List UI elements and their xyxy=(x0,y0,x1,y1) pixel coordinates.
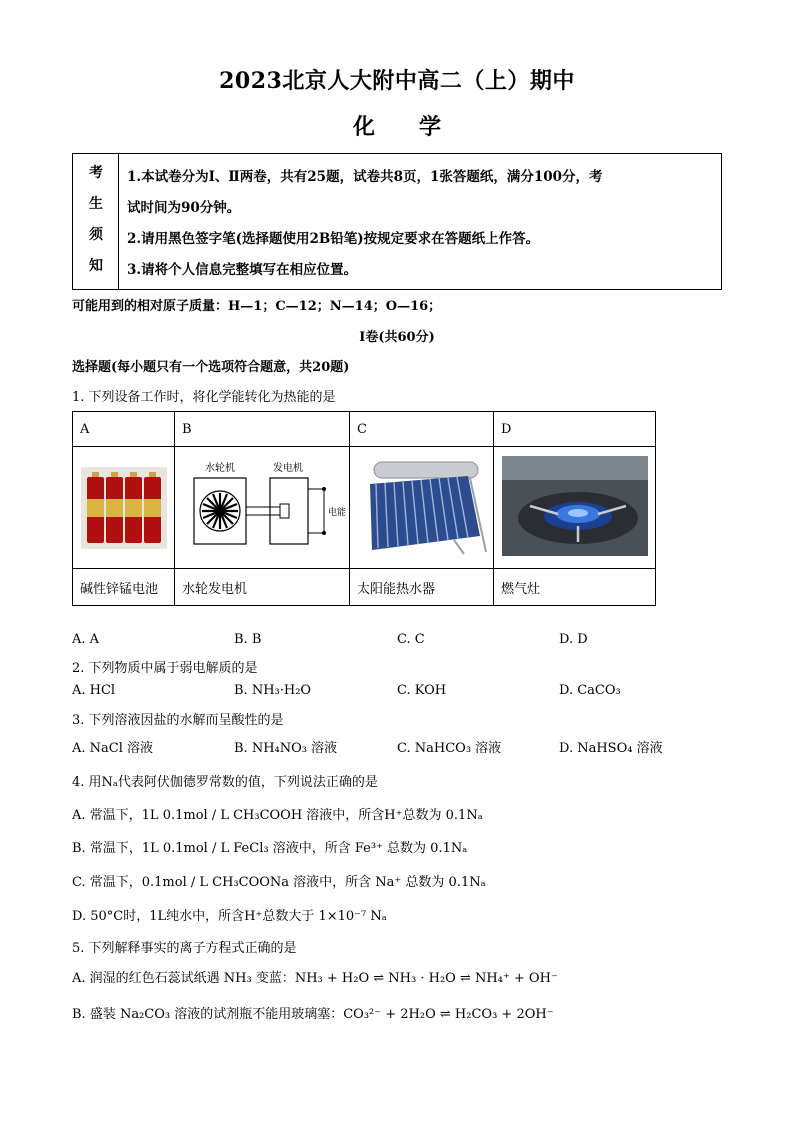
q1-option-b[interactable]: B. B xyxy=(234,632,262,647)
q2-option-d[interactable]: D. CaCO₃ xyxy=(559,683,621,698)
table-header-a: A xyxy=(73,412,175,447)
question-1-table xyxy=(72,411,656,606)
device-name-c: 太阳能热水器 xyxy=(350,569,494,606)
notice-label: 生 xyxy=(89,196,103,212)
notice-line: 试时间为90分钟。 xyxy=(127,200,241,216)
table-header-b: B xyxy=(175,412,350,447)
hydro-generator-diagram xyxy=(182,456,347,556)
notice-line: 3.请将个人信息完整填写在相应位置。 xyxy=(127,262,358,278)
subject-char-2: 学 xyxy=(419,114,442,140)
section-subtitle: 选择题(每小题只有一个选项符合题意，共20题) xyxy=(72,360,350,375)
notice-label: 考 xyxy=(89,165,103,181)
q2-option-c[interactable]: C. KOH xyxy=(397,683,447,698)
solar-heater-image-cell xyxy=(350,447,494,569)
q4-option-b[interactable]: B. 常温下，1L 0.1mol / L FeCl₃ 溶液中，所含 Fe³⁺ 总数为 0.1Nₐ xyxy=(72,841,468,856)
q3-option-a[interactable]: A. NaCl 溶液 xyxy=(72,741,154,756)
q4-option-d[interactable]: D. 50°C时，1L纯水中，所含H⁺总数大于 1×10⁻⁷ Nₐ xyxy=(72,909,387,924)
notice-line: 1.本试卷分为Ⅰ、Ⅱ两卷，共有25题，试卷共8页，1张答题纸，满分100分，考 xyxy=(127,169,603,185)
notice-label: 知 xyxy=(89,258,103,274)
q4-option-a[interactable]: A. 常温下，1L 0.1mol / L CH₃COOH 溶液中，所含H⁺总数为 0.1Nₐ xyxy=(72,808,483,823)
gas-stove-image xyxy=(502,456,648,556)
solar-heater-image xyxy=(354,456,490,556)
question-3-stem: 3. 下列溶液因盐的水解而呈酸性的是 xyxy=(72,713,284,728)
device-name-a: 碱性锌锰电池 xyxy=(73,569,175,606)
battery-image-cell xyxy=(73,447,175,569)
q1-option-d[interactable]: D. D xyxy=(559,632,588,647)
q3-option-b[interactable]: B. NH₄NO₃ 溶液 xyxy=(234,741,338,756)
q5-option-b[interactable]: B. 盛装 Na₂CO₃ 溶液的试剂瓶不能用玻璃塞：CO₃²⁻ + 2H₂O ⇌ H₂CO₃ + 2OH⁻ xyxy=(72,1007,554,1022)
atomic-mass-note: 可能用到的相对原子质量：H—1；C—12；N—14；O—16； xyxy=(72,299,442,314)
power-label: 电能 xyxy=(328,507,347,518)
q5-option-a[interactable]: A. 润湿的红色石蕊试纸遇 NH₃ 变蓝：NH₃ + H₂O ⇌ NH₃ · H₂O ⇌ NH₄⁺ + OH⁻ xyxy=(72,971,558,986)
device-name-d: 燃气灶 xyxy=(494,569,656,606)
table-header-d: D xyxy=(494,412,656,447)
question-2-stem: 2. 下列物质中属于弱电解质的是 xyxy=(72,661,258,676)
q1-option-c[interactable]: C. C xyxy=(397,632,425,647)
generator-label: 发电机 xyxy=(273,462,303,474)
generator-diagram-cell xyxy=(175,447,350,569)
question-4-stem: 4. 用Nₐ代表阿伏伽德罗常数的值，下列说法正确的是 xyxy=(72,775,378,790)
table-header-c: C xyxy=(350,412,494,447)
notice-line: 2.请用黑色签字笔(选择题使用2B铅笔)按规定要求在答题纸上作答。 xyxy=(127,231,540,247)
battery-image xyxy=(81,467,167,549)
turbine-label: 水轮机 xyxy=(205,462,235,474)
exam-title: 2023北京人大附中高二（上）期中 xyxy=(219,68,575,94)
q3-option-c[interactable]: C. NaHCO₃ 溶液 xyxy=(397,741,502,756)
device-name-b: 水轮发电机 xyxy=(175,569,350,606)
subject-title xyxy=(0,110,794,141)
exam-notice-box xyxy=(72,153,722,290)
section-title: Ⅰ卷(共60分) xyxy=(359,330,435,345)
notice-label: 须 xyxy=(89,227,103,243)
q2-option-a[interactable]: A. HCl xyxy=(72,683,116,698)
notice-label-column xyxy=(73,154,119,289)
q4-option-c[interactable]: C. 常温下，0.1mol / L CH₃COONa 溶液中，所含 Na⁺ 总数为 0.1Nₐ xyxy=(72,875,486,890)
question-5-stem: 5. 下列解释事实的离子方程式正确的是 xyxy=(72,941,297,956)
subject-char-1: 化 xyxy=(352,114,375,140)
notice-body xyxy=(127,162,713,286)
gas-stove-image-cell xyxy=(494,447,656,569)
q3-option-d[interactable]: D. NaHSO₄ 溶液 xyxy=(559,741,663,756)
q2-option-b[interactable]: B. NH₃·H₂O xyxy=(234,683,312,698)
q1-option-a[interactable]: A. A xyxy=(72,632,100,647)
question-1-stem: 1. 下列设备工作时，将化学能转化为热能的是 xyxy=(72,390,336,405)
